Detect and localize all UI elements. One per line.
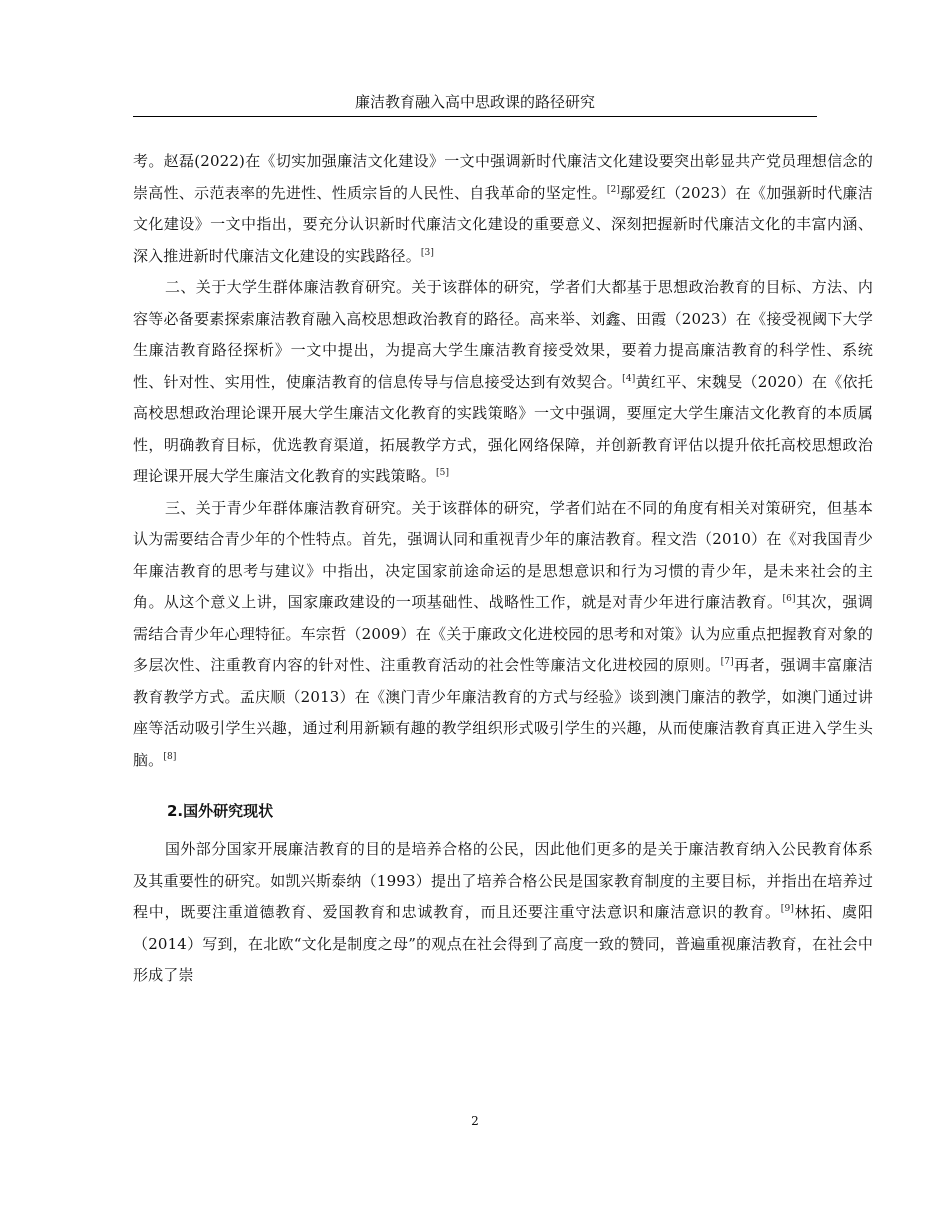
paragraph-domestic-continued [133,146,873,272]
text-run: 二、关于大学生群体廉洁教育研究。关于该群体的研究，学者们大都基于思想政治教育的目标、方法、内容等必备要素探索廉洁教育融入高校思想政治教育的路径。高来举、刘鑫、田霞（2023）在《接受视阈下大学生廉洁教育路径探析》一文中提出，为提高大学生廉洁教育接受效果，要着力提高廉洁教育的科学性、系统性、针对性、实用性，使廉洁教育的信息传导与信息接受达到有效契合。 [133,278,873,391]
text-run: 林拓、虞阳（2014）写到，在北欧“文化是制度之母”的观点在社会得到了高度一致的赞同，普遍重视廉洁教育，在社会中形成了崇 [133,903,873,984]
citation-marker: [4] [622,373,636,384]
citation-marker: [5] [436,468,450,478]
citation-marker: [7] [720,657,734,667]
section-heading: 2.国外研究现状 [167,802,274,820]
citation-marker: [3] [420,247,435,258]
citation-marker: [2] [606,184,621,195]
text-run: 其次，强调需结合青少年心理特征。车宗哲（2009）在《关于廉政文化进校园的思考和对策》认为应重点把握教育对象的多层次性、注重教育内容的针对性、注重教育活动的社会性等廉洁文化进校园的原则。 [133,593,873,674]
citation-marker: [9] [780,904,794,914]
text-run: 考。赵磊(2022)在《切实加强廉洁文化建设》一文中强调新时代廉洁文化建设要突出彰显共产党员理想信念的崇高性、示范表率的先进性、性质宗旨的人民性、自我革命的坚定性。 [133,152,873,202]
text-run: 国外部分国家开展廉洁教育的目的是培养合格的公民，因此他们更多的是关于廉洁教育纳入公民教育体系及其重要性的研究。如凯兴斯泰纳（1993）提出了培养合格公民是国家教育制度的主要目标，并指出在培养过程中，既要注重道德教育、爱国教育和忠诚教育，而且还要注重守法意识和廉洁意识的教育。 [133,840,873,921]
text-run: 黄红平、宋魏旻（2020）在《依托高校思想政治理论课开展大学生廉洁文化教育的实践策略》一文中强调，要厘定大学生廉洁文化教育的本质属性，明确教育目标，优选教育渠道，拓展教学方式，强化网络保障，并创新教育评估以提升依托高校思想政治理论课开展大学生廉洁文化教育的实践策略。 [133,372,873,485]
citation-marker: [8] [163,751,177,762]
text-run: 再者，强调丰富廉洁教育教学方式。孟庆顺（2013）在《澳门青少年廉洁教育的方式与经验》谈到澳门廉洁的教学，如澳门通过讲座等活动吸引学生兴趣，通过利用新颖有趣的教学组织形式吸引学生的兴趣，从而使廉洁教育真正进入学生头脑。 [133,656,873,769]
text-run: 三、关于青少年群体廉洁教育研究。关于该群体的研究，学者们站在不同的角度有相关对策研究，但基本认为需要结合青少年的个性特点。首先，强调认同和重视青少年的廉洁教育。程文浩（2010）在《对我国青少年廉洁教育的思考与建议》中指出，决定国家前途命运的是思想意识和行为习惯的青少年，是未来社会的主角。从这个意义上讲，国家廉政建设的一项基础性、战略性工作，就是对青少年进行廉洁教育。 [133,498,873,611]
body-text [133,146,873,992]
paragraph-foreign-research [133,834,873,992]
paragraph-youth [133,493,873,777]
page-number: 2 [471,1114,479,1128]
text-run: 鄢爱红（2023）在《加强新时代廉洁文化建设》一文中指出，要充分认识新时代廉洁文化建设的重要意义、深刻把握新时代廉洁文化的丰富内涵、深入推进新时代廉洁文化建设的实践路径。 [133,183,873,265]
citation-marker: [6] [782,594,796,604]
running-header: 廉洁教育融入高中思政课的路径研究 [133,91,817,117]
paragraph-university-students [133,272,873,493]
